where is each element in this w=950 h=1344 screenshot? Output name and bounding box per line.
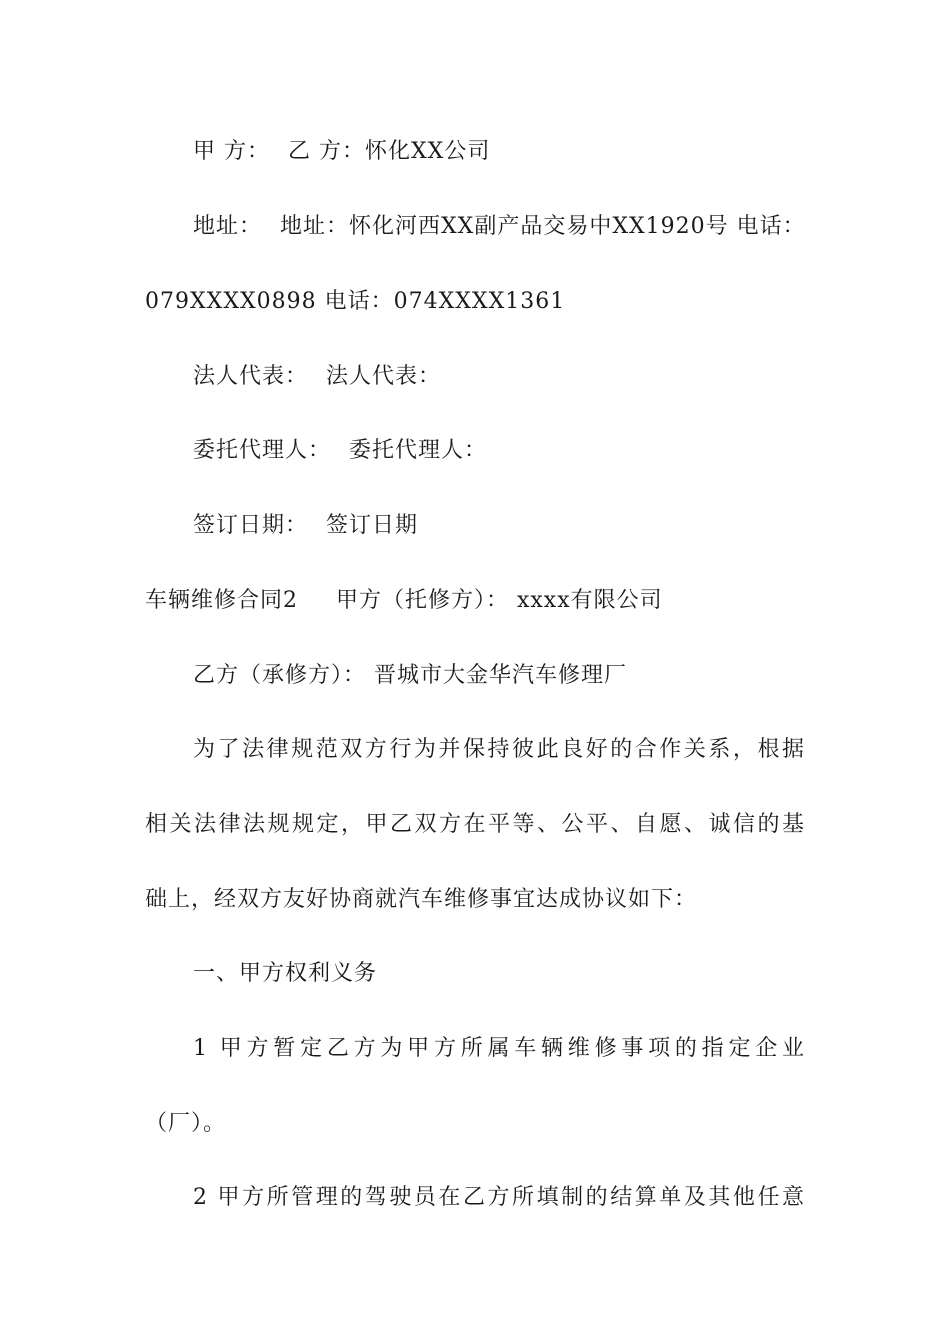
section-heading: 一、甲方权利义务 <box>193 961 378 986</box>
item-2-line-1: 2 甲方所管理的驾驶员在乙方所填制的结算单及其他任意 <box>193 1185 805 1210</box>
address-a-label: 地址： <box>193 214 263 239</box>
address-line <box>193 212 805 242</box>
phone-line: 079XXXX0898 电话：074XXXX1361 <box>145 289 566 314</box>
sign-date-line <box>193 511 805 541</box>
party-line <box>193 137 805 167</box>
item-1-line-1: 1 甲方暂定乙方为甲方所属车辆维修事项的指定企业 <box>193 1036 805 1061</box>
contract-party-b: 乙方（承修方）： 晋城市大金华汽车修理厂 <box>193 663 627 688</box>
contract2-header-line <box>145 586 805 616</box>
intro-line-2: 相关法律法规规定，甲乙双方在平等、公平、自愿、诚信的基 <box>145 812 805 837</box>
agent-b: 委托代理人： <box>349 438 488 463</box>
legal-rep-line <box>193 362 805 392</box>
intro-line-3: 础上，经双方友好协商就汽车维修事宜达成协议如下： <box>145 887 698 912</box>
item-1-line-2: （厂）。 <box>145 1111 227 1136</box>
legal-rep-a: 法人代表： <box>193 364 309 389</box>
contract-party-a: 甲方（托修方）： xxxx有限公司 <box>336 588 663 613</box>
party-a-label: 甲 方： <box>193 139 270 164</box>
contract-title: 车辆维修合同2 <box>145 588 298 613</box>
agent-line <box>193 436 805 466</box>
agent-a: 委托代理人： <box>193 438 332 463</box>
sign-date-a: 签订日期： <box>193 513 309 538</box>
sign-date-b: 签订日期 <box>326 513 419 538</box>
intro-line-1: 为了法律规范双方行为并保持彼此良好的合作关系，根据 <box>193 737 805 762</box>
address-b-line: 地址：怀化河西XX副产品交易中XX1920号 电话： <box>280 214 806 239</box>
party-b-line: 乙 方：怀化XX公司 <box>288 139 491 164</box>
legal-rep-b: 法人代表： <box>326 364 442 389</box>
